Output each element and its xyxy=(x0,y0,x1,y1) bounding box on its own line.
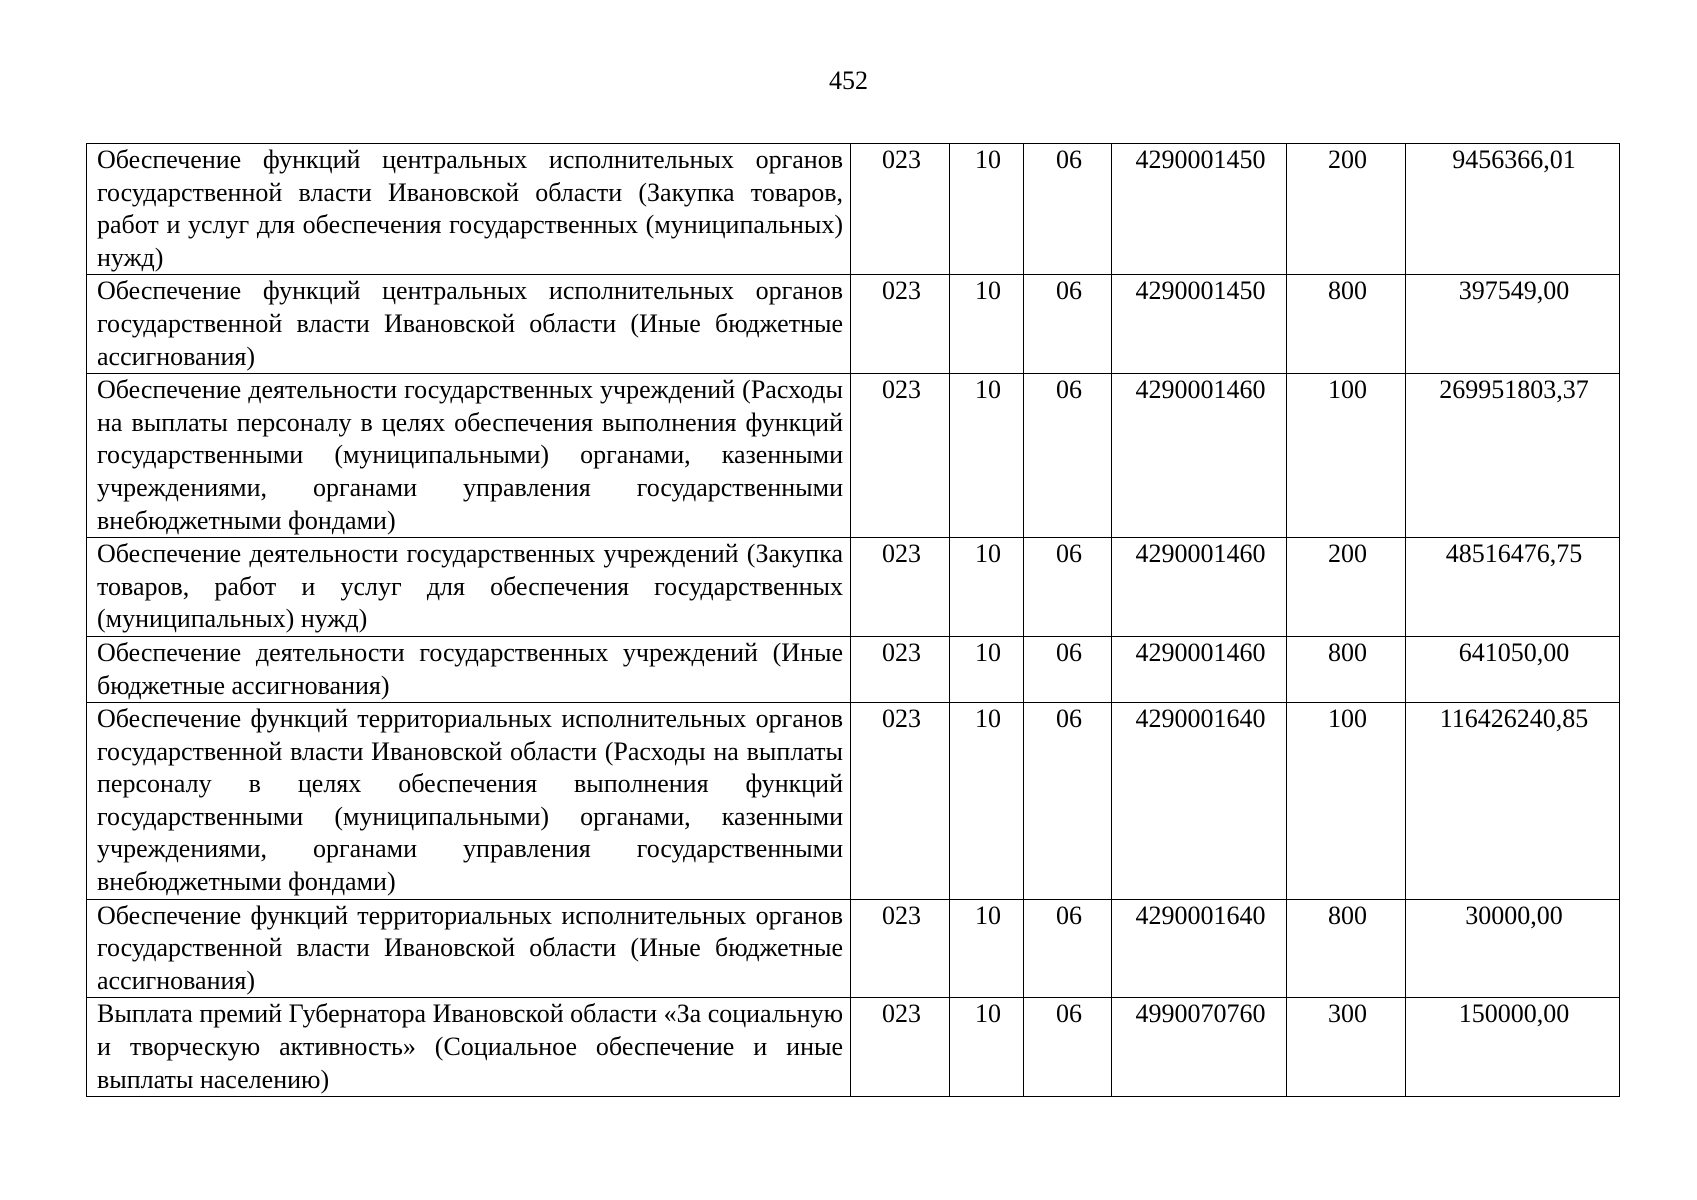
expense-type-code: 800 xyxy=(1287,275,1406,374)
row-description: Обеспечение функций территориальных исполнительных органов государственной власти Ивановской области (Иные бюджетные ассигнования) xyxy=(87,899,851,998)
admin-code: 023 xyxy=(851,144,950,275)
expense-type-code: 800 xyxy=(1287,636,1406,702)
admin-code: 023 xyxy=(851,538,950,637)
section-code: 10 xyxy=(950,899,1024,998)
admin-code: 023 xyxy=(851,998,950,1097)
subsection-code: 06 xyxy=(1024,636,1112,702)
row-description: Обеспечение деятельности государственных учреждений (Расходы на выплаты персоналу в целях обеспечения выполнения функций государственными (муниципальными) органами, казенными учреждениями, органами управления государственными внебюджетными фондами) xyxy=(87,374,851,538)
subsection-code: 06 xyxy=(1024,703,1112,900)
admin-code: 023 xyxy=(851,899,950,998)
table-row xyxy=(87,703,1620,900)
section-code: 10 xyxy=(950,374,1024,538)
table-row xyxy=(87,275,1620,374)
expense-type-code: 200 xyxy=(1287,144,1406,275)
table-row xyxy=(87,899,1620,998)
table-row xyxy=(87,538,1620,637)
row-description: Обеспечение деятельности государственных учреждений (Закупка товаров, работ и услуг для обеспечения государственных (муниципальных) нужд) xyxy=(87,538,851,637)
target-article-code: 4290001640 xyxy=(1112,703,1287,900)
row-description: Обеспечение функций центральных исполнительных органов государственной власти Ивановской области (Иные бюджетные ассигнования) xyxy=(87,275,851,374)
expense-type-code: 100 xyxy=(1287,374,1406,538)
row-description: Обеспечение функций территориальных исполнительных органов государственной власти Ивановской области (Расходы на выплаты персоналу в целях обеспечения выполнения функций государственными (муниципальными) органами, казенными учреждениями, органами управления государственными внебюджетными фондами) xyxy=(87,703,851,900)
admin-code: 023 xyxy=(851,275,950,374)
target-article-code: 4290001460 xyxy=(1112,538,1287,637)
subsection-code: 06 xyxy=(1024,275,1112,374)
table-row xyxy=(87,374,1620,538)
expense-type-code: 800 xyxy=(1287,899,1406,998)
target-article-code: 4990070760 xyxy=(1112,998,1287,1097)
table-row xyxy=(87,144,1620,275)
section-code: 10 xyxy=(950,636,1024,702)
table-row xyxy=(87,998,1620,1097)
admin-code: 023 xyxy=(851,703,950,900)
amount: 30000,00 xyxy=(1406,899,1620,998)
target-article-code: 4290001460 xyxy=(1112,374,1287,538)
row-description: Обеспечение функций центральных исполнительных органов государственной власти Ивановской области (Закупка товаров, работ и услуг для обеспечения государственных (муниципальных) нужд) xyxy=(87,144,851,275)
subsection-code: 06 xyxy=(1024,899,1112,998)
section-code: 10 xyxy=(950,275,1024,374)
subsection-code: 06 xyxy=(1024,998,1112,1097)
target-article-code: 4290001460 xyxy=(1112,636,1287,702)
amount: 397549,00 xyxy=(1406,275,1620,374)
row-description: Выплата премий Губернатора Ивановской области «За социальную и творческую активность» (Социальное обеспечение и иные выплаты населению) xyxy=(87,998,851,1097)
admin-code: 023 xyxy=(851,636,950,702)
section-code: 10 xyxy=(950,703,1024,900)
budget-table-body xyxy=(87,144,1620,1097)
page-number: 452 xyxy=(829,66,868,95)
admin-code: 023 xyxy=(851,374,950,538)
target-article-code: 4290001640 xyxy=(1112,899,1287,998)
subsection-code: 06 xyxy=(1024,538,1112,637)
subsection-code: 06 xyxy=(1024,374,1112,538)
row-description: Обеспечение деятельности государственных учреждений (Иные бюджетные ассигнования) xyxy=(87,636,851,702)
table-row xyxy=(87,636,1620,702)
budget-table xyxy=(86,143,1620,1097)
amount: 116426240,85 xyxy=(1406,703,1620,900)
section-code: 10 xyxy=(950,538,1024,637)
expense-type-code: 200 xyxy=(1287,538,1406,637)
target-article-code: 4290001450 xyxy=(1112,275,1287,374)
amount: 9456366,01 xyxy=(1406,144,1620,275)
expense-type-code: 100 xyxy=(1287,703,1406,900)
subsection-code: 06 xyxy=(1024,144,1112,275)
amount: 48516476,75 xyxy=(1406,538,1620,637)
amount: 150000,00 xyxy=(1406,998,1620,1097)
amount: 641050,00 xyxy=(1406,636,1620,702)
amount: 269951803,37 xyxy=(1406,374,1620,538)
section-code: 10 xyxy=(950,144,1024,275)
expense-type-code: 300 xyxy=(1287,998,1406,1097)
target-article-code: 4290001450 xyxy=(1112,144,1287,275)
section-code: 10 xyxy=(950,998,1024,1097)
